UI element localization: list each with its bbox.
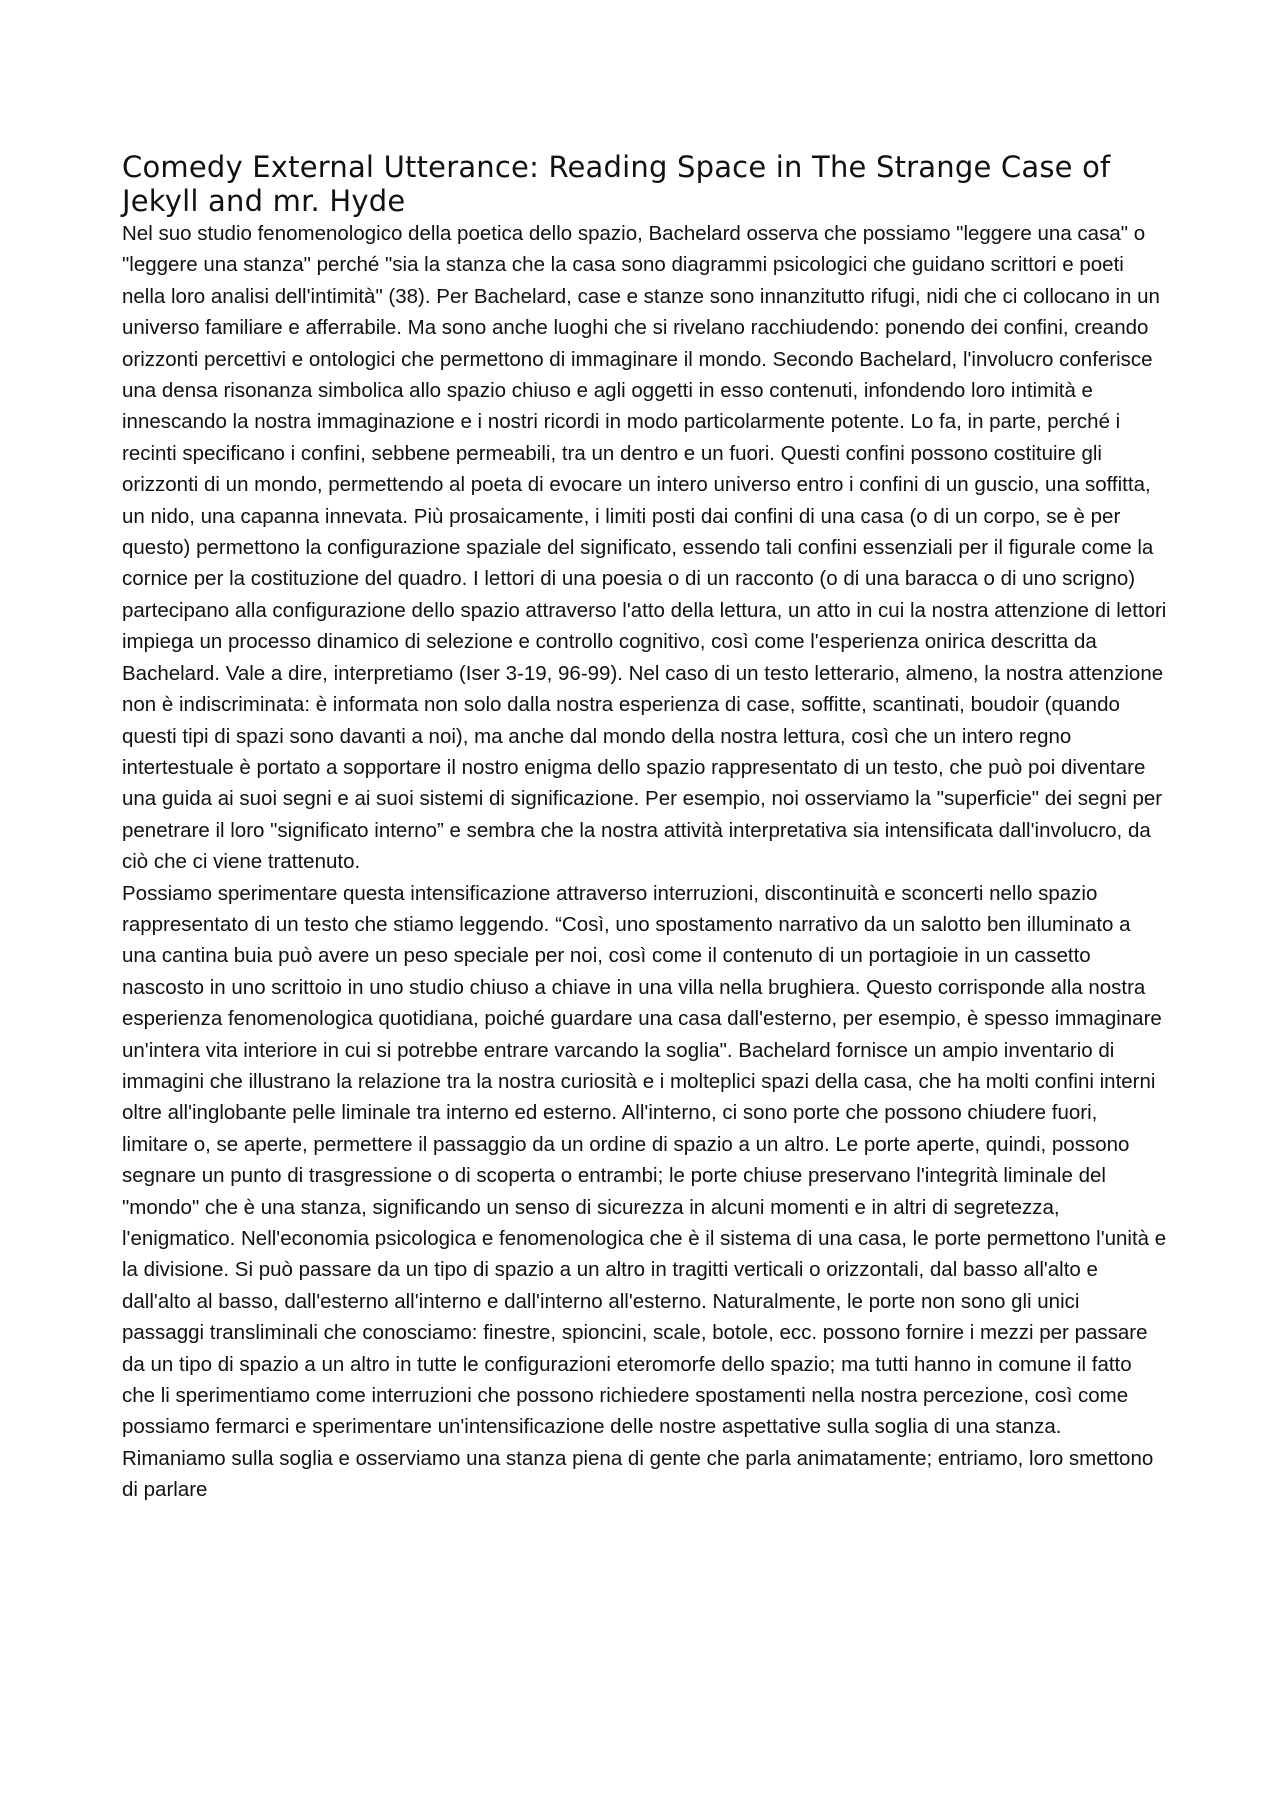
document-page — [122, 150, 1167, 1506]
paragraph-2: Possiamo sperimentare questa intensificazione attraverso interruzioni, discontinuità e sconcerti nello spazio rappresentato di un testo che stiamo leggendo. “Così, uno spostamento narrativo da un salotto ben illuminato a una cantina buia può avere un peso speciale per noi, così come il contenuto di un portagioie in un cassetto nascosto in uno scrittoio in uno studio chiuso a chiave in una villa nella brughiera. Questo corrisponde alla nostra esperienza fenomenologica quotidiana, poiché guardare una casa dall'esterno, per esempio, è spesso immaginare un'intera vita interiore in cui si potrebbe entrare varcando la soglia". Bachelard fornisce un ampio inventario di immagini che illustrano la relazione tra la nostra curiosità e i molteplici spazi della casa, che ha molti confini interni oltre all'inglobante pelle liminale tra interno ed esterno. All'interno, ci sono porte che possono chiudere fuori, limitare o, se aperte, permettere il passaggio da un ordine di spazio a un altro. Le porte aperte, quindi, possono segnare un punto di trasgressione o di scoperta o entrambi; le porte chiuse preservano l'integrità liminale del "mondo" che è una stanza, significando un senso di sicurezza in alcuni momenti e in altri di segretezza, l'enigmatico. Nell'economia psicologica e fenomenologica che è il sistema di una casa, le porte permettono l'unità e la divisione. Si può passare da un tipo di spazio a un altro in tragitti verticali o orizzontali, dal basso all'alto e dall'alto al basso, dall'esterno all'interno e dall'interno all'esterno. Naturalmente, le porte non sono gli unici passaggi transliminali che conosciamo: finestre, spioncini, scale, botole, ecc. possono fornire i mezzi per passare da un tipo di spazio a un altro in tutte le configurazioni eteromorfe dello spazio; ma tutti hanno in comune il fatto che li sperimentiamo come interruzioni che possono richiedere spostamenti nella nostra percezione, così come possiamo fermarci e sperimentare un'intensificazione delle nostre aspettative sulla soglia di una stanza. Rimaniamo sulla soglia e osserviamo una stanza piena di gente che parla animatamente; entriamo, loro smettono di parlare — [122, 881, 1167, 1502]
document-title: Comedy External Utterance: Reading Space in The Strange Case of Jekyll and mr. Hyde — [122, 150, 1111, 218]
document-body — [122, 218, 1167, 1506]
paragraph-1: Nel suo studio fenomenologico della poetica dello spazio, Bachelard osserva che possiamo "leggere una casa" o "leggere una stanza" perché "sia la stanza che la casa sono diagrammi psicologici che guidano scrittori e poeti nella loro analisi dell'intimità" (38). Per Bachelard, case e stanze sono innanzitutto rifugi, nidi che ci collocano in un universo familiare e afferrabile. Ma sono anche luoghi che si rivelano racchiudendo: ponendo dei confini, creando orizzonti percettivi e ontologici che permettono di immaginare il mondo. Secondo Bachelard, l'involucro conferisce una densa risonanza simbolica allo spazio chiuso e agli oggetti in esso contenuti, infondendo loro intimità e innescando la nostra immaginazione e i nostri ricordi in modo particolarmente potente. Lo fa, in parte, perché i recinti specificano i confini, sebbene permeabili, tra un dentro e un fuori. Questi confini possono costituire gli orizzonti di un mondo, permettendo al poeta di evocare un intero universo entro i confini di un guscio, una soffitta, un nido, una capanna innevata. Più prosaicamente, i limiti posti dai confini di una casa (o di un corpo, se è per questo) permettono la configurazione spaziale del significato, essendo tali confini essenziali per il figurale come la cornice per la costituzione del quadro. I lettori di una poesia o di un racconto (o di una baracca o di uno scrigno) partecipano alla configurazione dello spazio attraverso l'atto della lettura, un atto in cui la nostra attenzione di lettori impiega un processo dinamico di selezione e controllo cognitivo, così come l'esperienza onirica descritta da Bachelard. Vale a dire, interpretiamo (Iser 3-19, 96-99). Nel caso di un testo letterario, almeno, la nostra attenzione non è indiscriminata: è informata non solo dalla nostra esperienza di case, soffitte, scantinati, boudoir (quando questi tipi di spazi sono davanti a noi), ma anche dal mondo della nostra lettura, così che un intero regno intertestuale è portato a sopportare il nostro enigma dello spazio rappresentato di un testo, che può poi diventare una guida ai suoi segni e ai suoi sistemi di significazione. Per esempio, noi osserviamo la "superficie" dei segni per penetrare il loro "significato interno” e sembra che la nostra attività interpretativa sia intensificata dall'involucro, da ciò che ci viene trattenuto. — [122, 222, 1167, 874]
